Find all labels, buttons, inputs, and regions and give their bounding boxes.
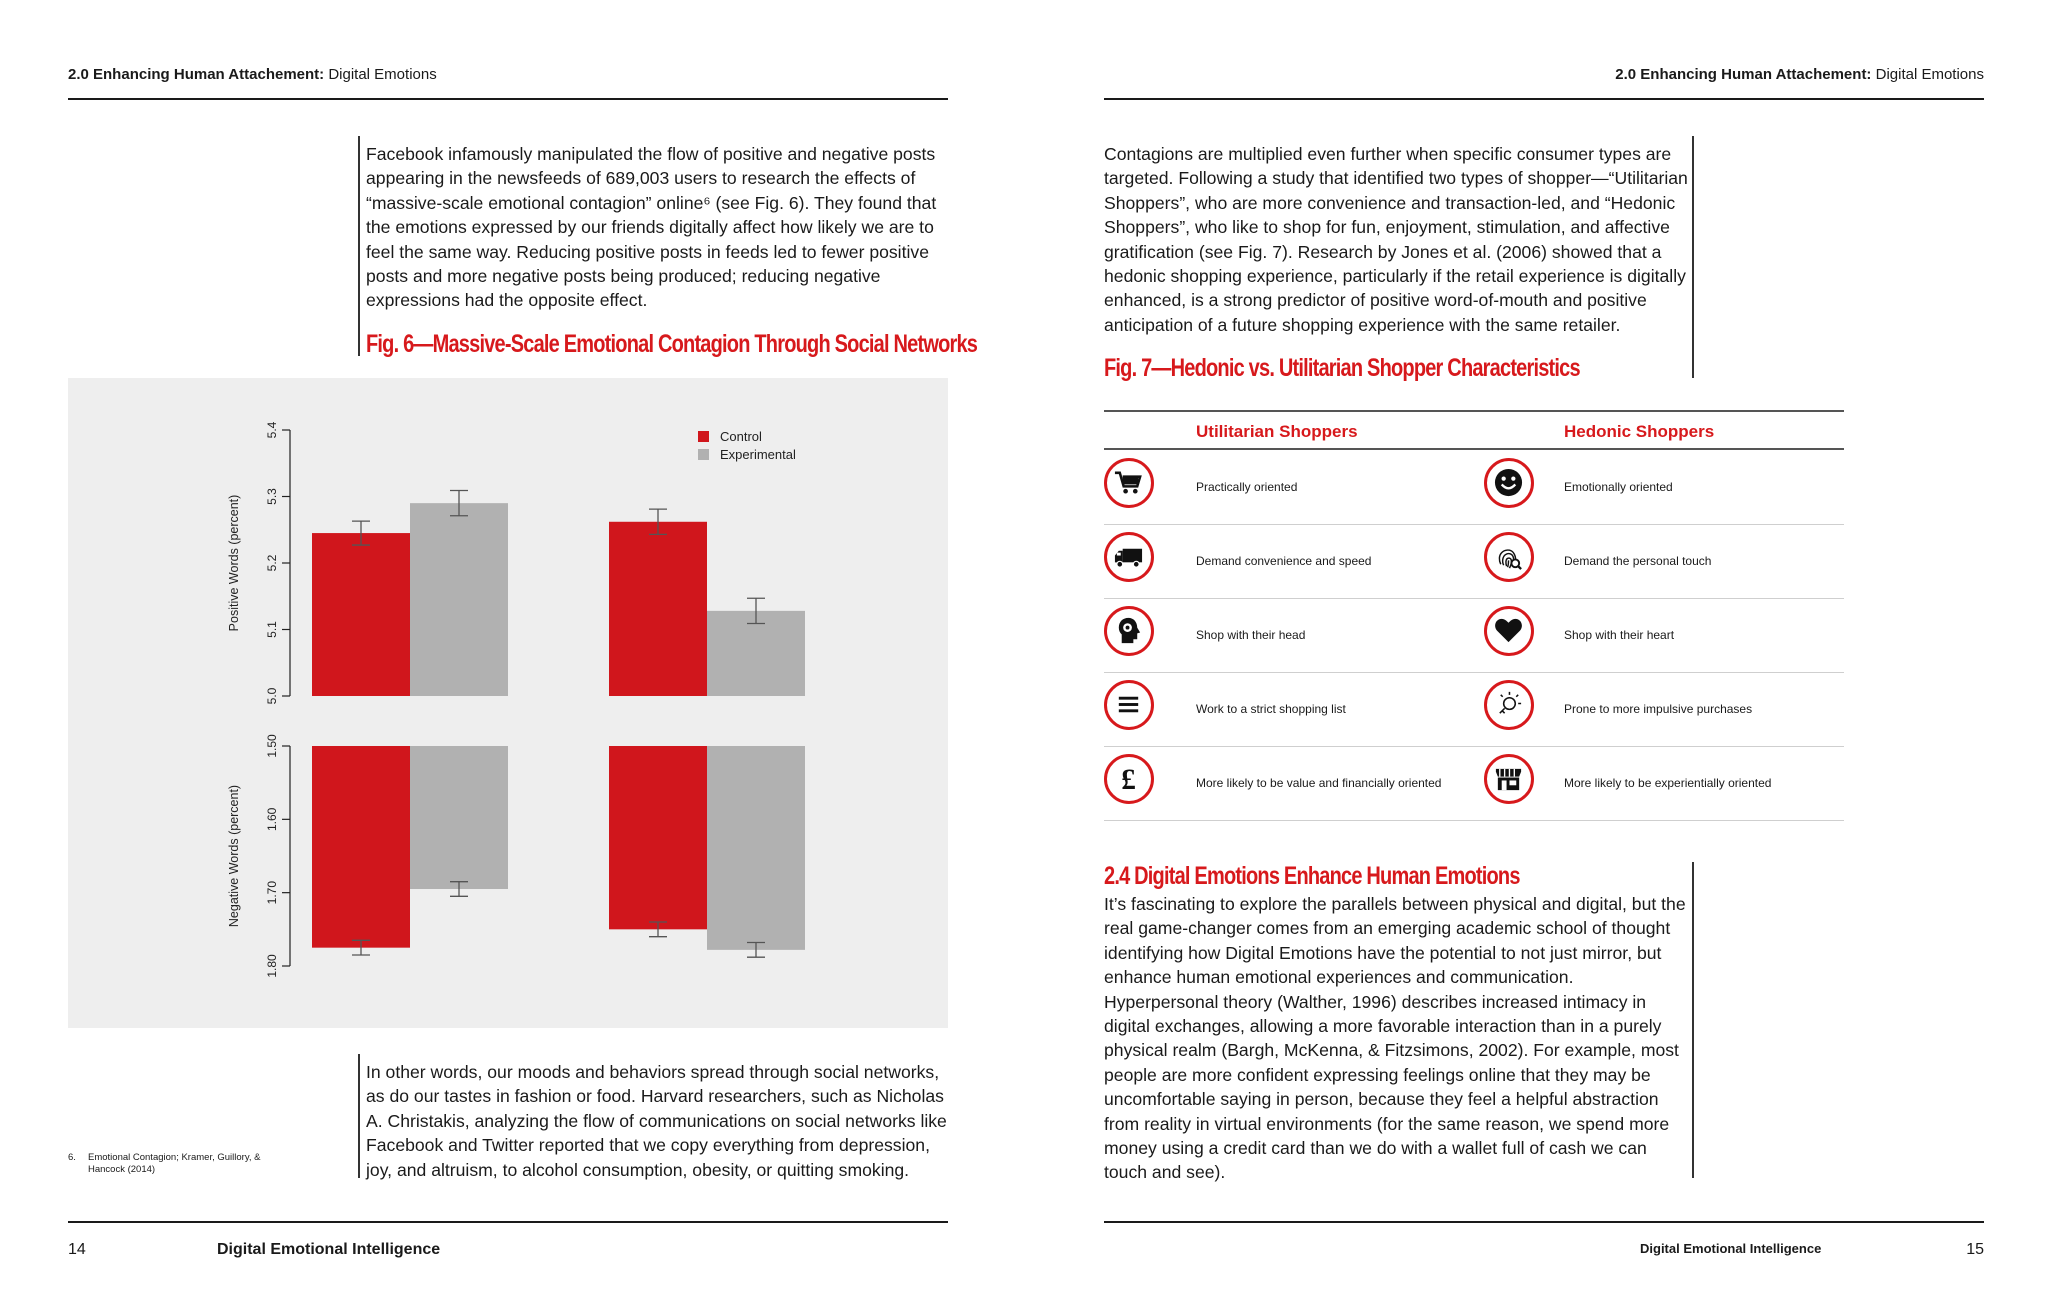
y-tick-label: 1.70: [265, 880, 279, 905]
utilitarian-trait: Practically oriented: [1196, 480, 1298, 494]
utilitarian-trait: Shop with their head: [1196, 628, 1306, 642]
bar-experimental: [410, 746, 508, 889]
header-section-bold: 2.0 Enhancing Human Attachement:: [1615, 66, 1872, 83]
y-tick-label: 5.3: [265, 488, 279, 505]
smiley-face-icon: [1484, 458, 1534, 508]
bar-experimental: [707, 746, 805, 950]
table-row: [1104, 598, 1844, 673]
right-page-number: 15: [1966, 1241, 1984, 1258]
left-running-header: [68, 66, 437, 83]
footnote-number: 6.: [68, 1152, 76, 1163]
left-closing-divider: [358, 1054, 360, 1178]
y-tick-label: 5.4: [265, 421, 279, 439]
list-icon: [1104, 680, 1154, 730]
col-header-hedonic: Hedonic Shoppers: [1564, 422, 1715, 441]
fig7-title: Fig. 7—Hedonic vs. Utilitarian Shopper Characteristics: [1104, 354, 1580, 382]
legend-label: Experimental: [720, 447, 796, 462]
header-section-bold: 2.0 Enhancing Human Attachement:: [68, 66, 325, 83]
footnote-text: Emotional Contagion; Kramer, Guillory, & Hancock (2014): [88, 1152, 261, 1175]
y-axis-label: Positive Words (percent): [227, 494, 241, 632]
pound-sign-icon: [1104, 754, 1154, 804]
left-intro-divider: [358, 136, 360, 356]
delivery-truck-icon: [1104, 532, 1154, 582]
table-row: [1104, 746, 1844, 821]
table-top-rule: [1104, 410, 1844, 412]
section-2-4-title: 2.4 Digital Emotions Enhance Human Emotions: [1104, 862, 1520, 890]
lightbulb-icon: [1484, 680, 1534, 730]
fig7-table: [1104, 410, 1844, 818]
y-tick-label: 1.50: [265, 734, 279, 758]
col-header-utilitarian: Utilitarian Shoppers: [1196, 422, 1358, 441]
utilitarian-trait: Demand convenience and speed: [1196, 554, 1372, 568]
hedonic-trait: Emotionally oriented: [1564, 480, 1673, 494]
header-section-rest: Digital Emotions: [1875, 66, 1984, 83]
left-intro-paragraph: Facebook infamously manipulated the flow of positive and negative posts appearing in the newsfeeds of 689,003 users to research the effects of “massive-scale emotional contagion” online⁶ (see Fig. 6). They found that the emotions expressed by our friends digitally affect how likely we are to feel the same way. Reducing positive posts in feeds led to fewer positive posts and more negative posts being produced; reducing negative expressions had the opposite effect.: [366, 144, 937, 311]
utilitarian-trait: Work to a strict shopping list: [1196, 702, 1346, 716]
table-row: [1104, 450, 1844, 525]
y-tick-label: 5.2: [265, 554, 279, 572]
section-2-4-paragraph: It’s fascinating to explore the parallels between physical and digital, but the real game-changer comes from an emerging academic school of thought identifying how Digital Emotions have the potential to not just mirror, but enhance human emotional experiences and communication. Hyperpersonal theory (Walther, 1996) describes increased intimacy in digital exchanges, allowing a more favorable interaction than in a purely physical realm (Bargh, McKenna, & Fitzsimons, 2002). For example, most people are more confident expressing feelings online that they may be uncomfortable saying in person, because they feel a helpful abstraction from reality in virtual environments (for the same reason, we spend more money using a credit card than we do with a wallet full of cash we can touch and see).: [1104, 894, 1686, 1183]
bar-control: [312, 533, 410, 696]
left-closing-paragraph: In other words, our moods and behaviors spread through social networks, as do our tastes in fashion or food. Harvard researchers, such as Nicholas A. Christakis, analyzing the flow of communications on social networks like Facebook and Twitter reported that we copy everything from depression, joy, and altruism, to alcohol consumption, obesity, or quitting smoking.: [366, 1062, 947, 1180]
y-tick-label: 5.0: [265, 687, 279, 705]
right-footer-title: Digital Emotional Intelligence: [1640, 1241, 1822, 1256]
y-tick-label: 5.1: [265, 621, 279, 638]
y-axis-label: Negative Words (percent): [227, 784, 241, 928]
legend-label: Control: [720, 429, 762, 444]
right-intro-paragraph: Contagions are multiplied even further when specific consumer types are targeted. Following a study that identified two types of shopper—“Utilitarian Shoppers”, who are more convenience and transaction-led, and “Hedonic Shoppers”, who like to shop for fun, enjoyment, stimulation, and affective gratification (see Fig. 7). Research by Jones et al. (2006) showed that a hedonic shopping experience, particularly if the retail experience is digitally enhanced, is a strong predictor of positive word-of-mouth and positive anticipation of a future shopping experience with the same retailer.: [1104, 144, 1688, 335]
right-section-divider: [1692, 862, 1694, 1178]
svg-text:£: £: [1121, 764, 1136, 794]
hedonic-trait: Prone to more impulsive purchases: [1564, 702, 1753, 716]
legend-swatch-experimental: [698, 449, 709, 460]
shopping-cart-icon: [1104, 458, 1154, 508]
bar-control: [312, 746, 410, 948]
storefront-icon: [1484, 754, 1534, 804]
left-footer-rule: [68, 1221, 948, 1223]
bar-control: [609, 746, 707, 929]
table-row: [1104, 524, 1844, 599]
head-gear-icon: [1104, 606, 1154, 656]
y-tick-label: 1.80: [265, 954, 279, 978]
hedonic-trait: Shop with their heart: [1564, 628, 1675, 642]
right-running-header: [1615, 66, 1984, 83]
y-tick-label: 1.60: [265, 807, 279, 832]
utilitarian-trait: More likely to be value and financially oriented: [1196, 776, 1442, 790]
fig6-chart: [68, 378, 948, 1028]
left-header-rule: [68, 98, 948, 100]
right-header-rule: [1104, 98, 1984, 100]
hedonic-trait: Demand the personal touch: [1564, 554, 1712, 568]
heart-icon: [1484, 606, 1534, 656]
header-section-rest: Digital Emotions: [328, 66, 437, 83]
bar-experimental: [410, 503, 508, 696]
right-intro-divider: [1692, 136, 1694, 378]
left-footer-title: Digital Emotional Intelligence: [217, 1241, 441, 1258]
legend-swatch-control: [698, 431, 709, 442]
right-footer-rule: [1104, 1221, 1984, 1223]
fig6-title: Fig. 6—Massive-Scale Emotional Contagion Through Social Networks: [366, 330, 978, 358]
fig6-chart-panel: [68, 378, 948, 1028]
table-row: [1104, 672, 1844, 747]
bar-control: [609, 522, 707, 696]
left-page-number: 14: [68, 1241, 86, 1258]
hedonic-trait: More likely to be experientially oriented: [1564, 776, 1772, 790]
fingerprint-icon: [1484, 532, 1534, 582]
